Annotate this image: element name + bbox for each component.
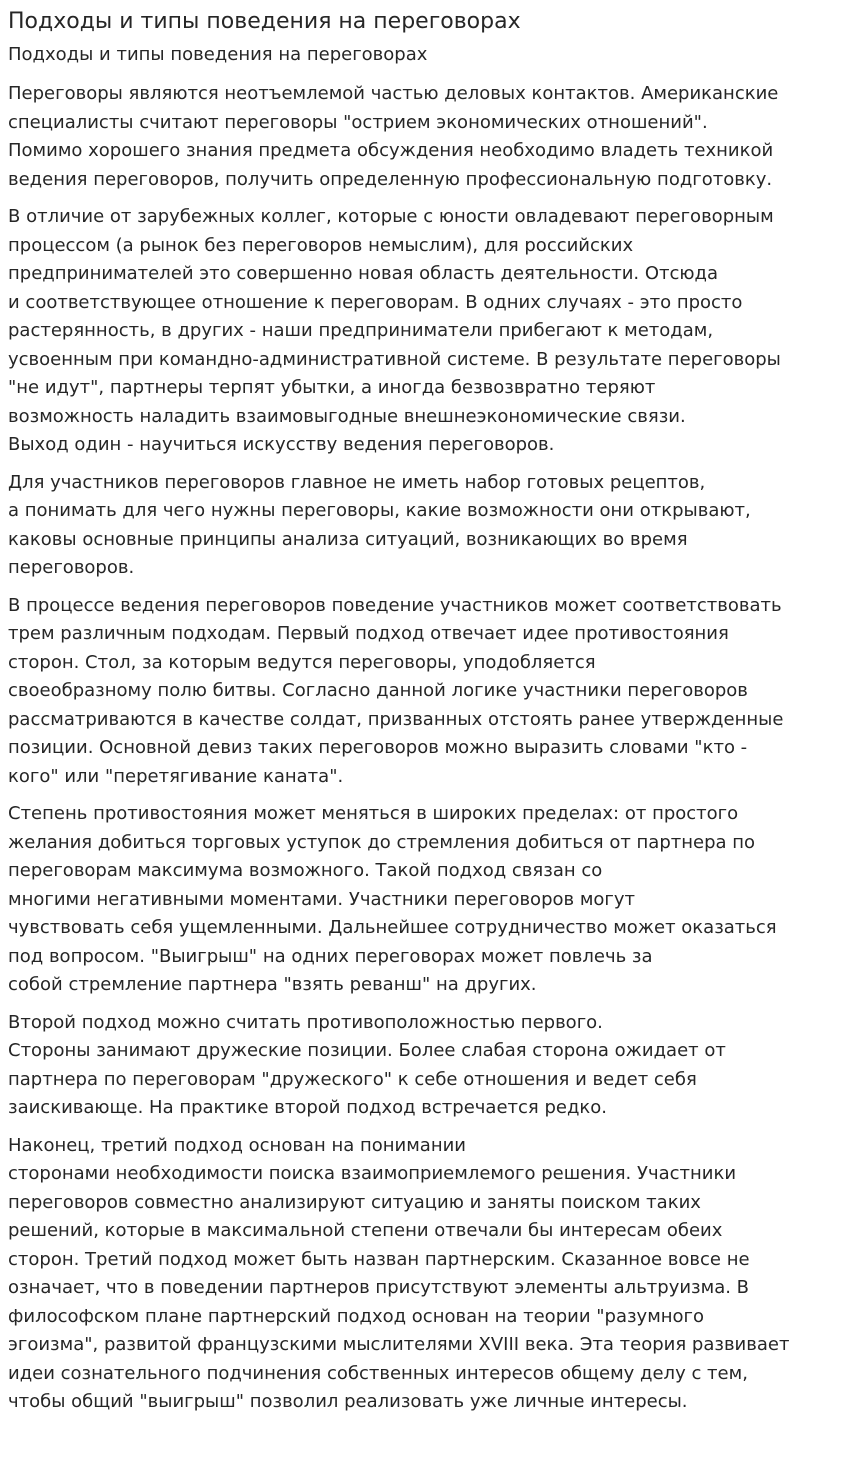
- paragraph-line: Наконец, третий подход основан на понимании: [8, 1134, 466, 1156]
- paragraph-line: партнера по переговорам "дружеского" к себе отношения и ведет себя: [8, 1068, 697, 1090]
- paragraph-line: собой стремление партнера "взять реванш" на других.: [8, 974, 537, 995]
- paragraph-1: [8, 80, 839, 194]
- paragraph-line: предпринимателей это совершенно новая область деятельности. Отсюда: [8, 263, 719, 284]
- paragraph-line: рассматриваются в качестве солдат, призванных отстоять ранее утвержденные: [8, 708, 784, 730]
- paragraph-line: позиции. Основной девиз таких переговоров можно выразить словами "кто -: [8, 737, 748, 758]
- paragraph-line: трем различным подходам. Первый подход отвечает идее противостояния: [8, 623, 729, 644]
- paragraph-line: процессом (а рынок без переговоров немыслим), для российских: [8, 234, 634, 256]
- paragraph-3: [8, 469, 839, 583]
- paragraph-7: [8, 1132, 839, 1417]
- paragraph-5: [8, 800, 839, 1000]
- paragraph-line: усвоенным при командно-административной системе. В результате переговоры: [8, 348, 781, 370]
- article-body: [8, 80, 839, 1417]
- paragraph-line: Для участников переговоров главное не иметь набор готовых рецептов,: [8, 471, 706, 493]
- paragraph-line: чтобы общий "выигрыш" позволил реализовать уже личные интересы.: [8, 1391, 688, 1412]
- paragraph-2: [8, 203, 839, 460]
- paragraph-line: специалисты считают переговоры "острием экономических отношений".: [8, 111, 708, 133]
- paragraph-line: В процессе ведения переговоров поведение участников может соответствовать: [8, 594, 782, 616]
- paragraph-line: сторон. Третий подход может быть назван партнерским. Сказанное вовсе не: [8, 1248, 750, 1270]
- paragraph-line: Выход один - научиться искусству ведения переговоров.: [8, 434, 555, 455]
- paragraph-line: "не идут", партнеры терпят убытки, а иногда безвозвратно теряют: [8, 377, 656, 398]
- paragraph-line: и соответствующее отношение к переговорам. В одних случаях - это просто: [8, 291, 743, 313]
- paragraph-line: Степень противостояния может меняться в широких пределах: от простого: [8, 803, 739, 824]
- paragraph-line: идеи сознательного подчинения собственных интересов общему делу с тем,: [8, 1362, 748, 1384]
- paragraph-line: а понимать для чего нужны переговоры, какие возможности они открывают,: [8, 500, 751, 521]
- paragraph-line: под вопросом. "Выигрыш" на одних переговорах может повлечь за: [8, 945, 653, 967]
- paragraph-line: сторон. Стол, за которым ведутся переговоры, уподобляется: [8, 651, 596, 673]
- paragraph-line: переговоров.: [8, 557, 135, 578]
- paragraph-line: Стороны занимают дружеские позиции. Более слабая сторона ожидает от: [8, 1040, 726, 1061]
- paragraph-6: [8, 1009, 839, 1123]
- paragraph-line: переговоров совместно анализируют ситуацию и заняты поиском таких: [8, 1191, 701, 1213]
- paragraph-line: решений, которые в максимальной степени отвечали бы интересам обеих: [8, 1220, 723, 1241]
- paragraph-line: желания добиться торговых уступок до стремления добиться от партнера по: [8, 831, 756, 853]
- paragraph-line: Переговоры являются неотъемлемой частью деловых контактов. Американские: [8, 83, 779, 104]
- paragraph-line: растерянность, в других - наши предприниматели прибегают к методам,: [8, 320, 714, 341]
- paragraph-line: кого" или "перетягивание каната".: [8, 765, 344, 787]
- paragraph-line: чувствовать себя ущемленными. Дальнейшее сотрудничество может оказаться: [8, 917, 777, 938]
- paragraph-4: [8, 592, 839, 792]
- paragraph-line: В отличие от зарубежных коллег, которые с юности овладевают переговорным: [8, 206, 774, 227]
- paragraph-line: означает, что в поведении партнеров присутствуют элементы альтруизма. В: [8, 1277, 750, 1298]
- page-subtitle: Подходы и типы поведения на переговорах: [8, 44, 428, 65]
- paragraph-line: ведения переговоров, получить определенную профессиональную подготовку.: [8, 168, 773, 190]
- paragraph-line: заискивающе. На практике второй подход встречается редко.: [8, 1097, 608, 1118]
- paragraph-line: многими негативными моментами. Участники переговоров могут: [8, 888, 636, 910]
- paragraph-line: Второй подход можно считать противоположностью первого.: [8, 1011, 603, 1033]
- paragraph-line: каковы основные принципы анализа ситуаций, возникающих во время: [8, 528, 688, 550]
- paragraph-line: переговорам максимума возможного. Такой подход связан со: [8, 860, 603, 881]
- paragraph-line: философском плане партнерский подход основан на теории "разумного: [8, 1305, 705, 1327]
- page-title: Подходы и типы поведения на переговорах: [8, 9, 521, 34]
- paragraph-line: сторонами необходимости поиска взаимоприемлемого решения. Участники: [8, 1163, 737, 1184]
- paragraph-line: эгоизма", развитой французскими мыслителями XVIII века. Эта теория развивает: [8, 1334, 790, 1355]
- paragraph-line: возможность наладить взаимовыгодные внешнеэкономические связи.: [8, 405, 686, 427]
- paragraph-line: своеобразному полю битвы. Согласно данной логике участники переговоров: [8, 680, 748, 701]
- paragraph-line: Помимо хорошего знания предмета обсуждения необходимо владеть техникой: [8, 140, 774, 161]
